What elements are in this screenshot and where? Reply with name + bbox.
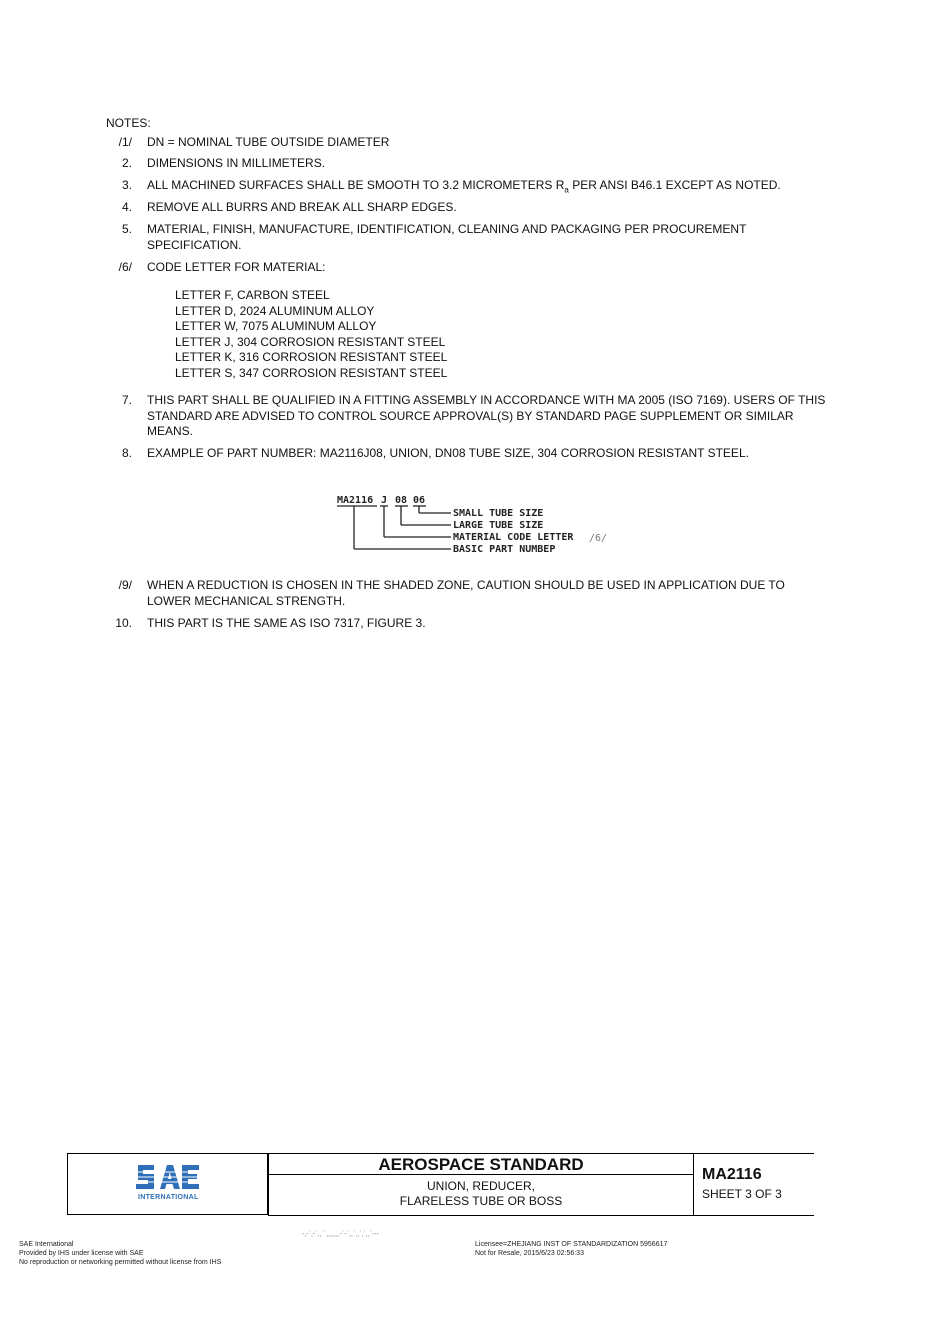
footer-line: SAE International [19,1241,74,1248]
logo-subtitle: INTERNATIONAL [138,1194,199,1201]
logo-cell [67,1153,268,1215]
pn-base: MA2116 [337,495,374,506]
note-number: /6/ [118,260,132,274]
pn-label-small: SMALL TUBE SIZE [453,508,544,519]
divider [268,1153,269,1216]
material-item: LETTER J, 304 CORROSION RESISTANT STEEL [175,334,446,349]
pn-leader-lines [337,506,451,549]
note-number: /9/ [118,578,132,592]
doc-number-cell [694,1153,814,1216]
footer-line: Licensee=ZHEJIANG INST OF STANDARDIZATION 5956617 [475,1241,668,1248]
pn-label-large: LARGE TUBE SIZE [453,520,544,531]
title-block [67,1153,814,1216]
pn-large-size: 08 [395,495,408,506]
footer-left [19,1240,221,1267]
note-text: EXAMPLE OF PART NUMBER: MA2116J08, UNION, DN08 TUBE SIZE, 304 CORROSION RESISTANT STEEL. [147,446,749,460]
pn-note-ref: /6/ [589,533,608,544]
note-text: DN = NOMINAL TUBE OUTSIDE DIAMETER [147,135,390,149]
note-number: /1/ [118,135,132,149]
note-text: THIS PART IS THE SAME AS ISO 7317, FIGURE 3. [147,616,426,630]
pn-label-material: MATERIAL CODE LETTER [453,532,574,543]
title-line-1: UNION, REDUCER, [426,1179,535,1193]
material-item: LETTER D, 2024 ALUMINUM ALLOY [175,303,375,318]
note-number: 4. [121,200,132,214]
title-line-2: FLARELESS TUBE OR BOSS [399,1194,563,1208]
footer-right [475,1240,667,1258]
title-cell [269,1153,693,1216]
note-number: 10. [115,616,132,630]
standard-heading: AEROSPACE STANDARD [269,1153,693,1175]
pn-small-size: 06 [413,495,426,506]
material-item: LETTER F, CARBON STEEL [175,288,330,302]
material-item: LETTER S, 347 CORROSION RESISTANT STEEL [175,365,448,380]
part-number-diagram [335,492,625,562]
note-text: ALL MACHINED SURFACES SHALL BE SMOOTH TO 3.2 MICROMETERS $R_a$ PER ANSI B46.1 EXCEPT AS NOTED. [147,178,781,195]
material-code-list [175,288,447,381]
pn-material-code: J [381,495,388,506]
footer-line: Not for Resale, 2015/6/23 02:56:33 [475,1250,584,1257]
pn-label-basic: BASIC PART NUMBEP [453,544,556,555]
note-number: 8. [121,446,132,460]
note-text: REMOVE ALL BURRS AND BREAK ALL SHARP EDGES. [147,200,457,214]
notes-heading: NOTES: [106,116,151,130]
sae-logo [136,1161,200,1193]
footer-line: No reproduction or networking permitted without license from IHS [19,1259,222,1266]
note-number: 5. [121,222,132,236]
note-text: MATERIAL, FINISH, MANUFACTURE, IDENTIFICATION, CLEANING AND PACKAGING PER PROCUREMENT SPECIFICATION. [147,222,747,252]
note-text: WHEN A REDUCTION IS CHOSEN IN THE SHADED ZONE, CAUTION SHOULD BE USED IN APPLICATION DUE TO LOWER MECHANICAL STRENGTH. [147,578,785,608]
document-title [269,1179,693,1209]
sheet-indicator: SHEET 3 OF 3 [702,1187,782,1201]
subscript: a [564,185,569,195]
note-number: 3. [121,178,132,192]
note-text: THIS PART SHALL BE QUALIFIED IN A FITTING ASSEMBLY IN ACCORDANCE WITH MA 2005 (ISO 7169). USERS OF THIS STANDARD ARE ADVISED TO CONTROL SOURCE APPROVAL(S) BY STANDARD PAGE SUPPLEMENT OR SIMILAR MEANS. [147,393,826,438]
footer-line: Provided by IHS under license with SAE [19,1250,144,1257]
note-text: DIMENSIONS IN MILLIMETERS. [147,156,326,170]
material-item: LETTER W, 7075 ALUMINUM ALLOY [175,319,377,333]
note-text: CODE LETTER FOR MATERIAL: [147,260,326,274]
material-item: LETTER K, 316 CORROSION RESISTANT STEEL [175,350,448,364]
note-number: 2. [121,156,132,170]
footer-code: -,-`,-`,,``,,,,,,,-`-`,,`,,`,`,,`--- [302,1231,379,1238]
document-number: MA2116 [702,1166,762,1183]
note-number: 7. [121,393,132,407]
